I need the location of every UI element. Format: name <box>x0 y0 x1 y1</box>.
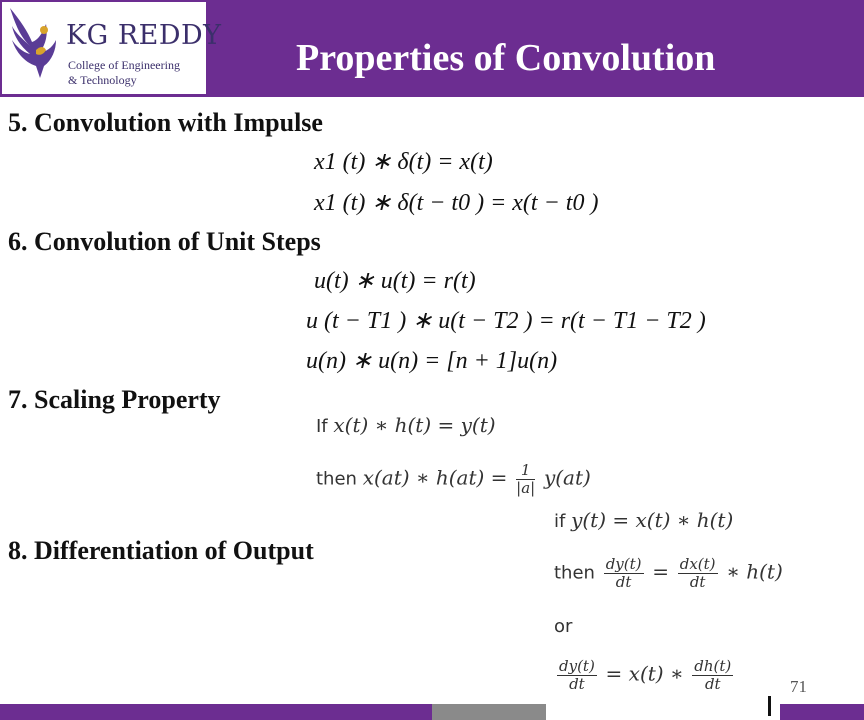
step-equation-3: u(n) ∗ u(n) = [n + 1]u(n) <box>306 348 558 374</box>
section-5-heading: 5. Convolution with Impulse <box>8 108 323 137</box>
section-8-heading: 8. Differentiation of Output <box>8 536 314 565</box>
page-marker <box>768 696 771 716</box>
diff-then-word: then <box>554 562 595 584</box>
header-band <box>0 0 864 97</box>
diff-frac3-den: dt <box>569 675 585 693</box>
diff-equals: = <box>652 559 669 584</box>
diff-if-word: if <box>554 511 566 532</box>
section-6-heading: 6. Convolution of Unit Steps <box>8 227 321 256</box>
diff-frac2-den: dt <box>689 573 706 591</box>
eagle-logo-icon <box>6 6 60 82</box>
scaling-frac-num: 1 <box>516 462 535 480</box>
logo-subtitle-1: College of Engineering <box>68 58 180 72</box>
scaling-if-expr: x(t) ∗ h(t) = y(t) <box>333 413 496 437</box>
scaling-then-rhs: y(at) <box>543 465 591 490</box>
step-equation-2: u (t − T1 ) ∗ u(t − T2 ) = r(t − T1 − T2 ) <box>306 308 706 334</box>
diff-fraction-1 <box>604 556 644 591</box>
section-7-heading: 7. Scaling Property <box>8 385 221 414</box>
diff-frac4-num: dh(t) <box>694 657 732 675</box>
scaling-then-line <box>316 462 591 497</box>
diff-if-expr: y(t) = x(t) ∗ h(t) <box>571 508 734 532</box>
scaling-frac-den: |a| <box>516 479 536 497</box>
scaling-if-line <box>316 413 496 437</box>
impulse-equation-2: x1 (t) ∗ δ(t − t0 ) = x(t − t0 ) <box>314 190 599 216</box>
diff-frac1-den: dt <box>615 573 632 591</box>
diff-frac2-num: dx(t) <box>679 555 716 573</box>
footer-bar <box>0 704 864 720</box>
footer-right-segment <box>780 704 864 720</box>
scaling-then-lhs: x(at) ∗ h(at) = <box>362 465 508 490</box>
slide-title: Properties of Convolution <box>296 37 716 79</box>
logo-brand: KG REDDY <box>66 20 222 51</box>
step-equation-1: u(t) ∗ u(t) = r(t) <box>314 268 476 294</box>
scaling-fraction <box>516 462 535 497</box>
college-logo <box>2 2 222 94</box>
diff-mid-expr: = x(t) ∗ <box>605 661 684 686</box>
scaling-if-word: If <box>316 416 328 437</box>
diff-then-tail: ∗ h(t) <box>726 559 783 584</box>
scaling-then-word: then <box>316 468 357 490</box>
diff-fraction-3 <box>557 658 597 693</box>
page-number: 71 <box>790 677 807 696</box>
diff-frac4-den: dt <box>704 675 721 693</box>
diff-fraction-2 <box>678 556 718 591</box>
footer-gray-segment <box>432 704 546 720</box>
diff-if-line <box>554 508 733 532</box>
impulse-equation-1: x1 (t) ∗ δ(t) = x(t) <box>314 149 493 175</box>
diff-frac1-num: dy(t) <box>605 555 642 573</box>
diff-then-line <box>554 556 783 591</box>
footer-purple-segment <box>0 704 432 720</box>
diff-or-line <box>554 658 736 693</box>
diff-fraction-4 <box>692 658 733 693</box>
diff-or-word: or <box>554 616 573 637</box>
logo-subtitle-2: & Technology <box>68 73 137 87</box>
diff-frac3-num: dy(t) <box>559 657 595 675</box>
